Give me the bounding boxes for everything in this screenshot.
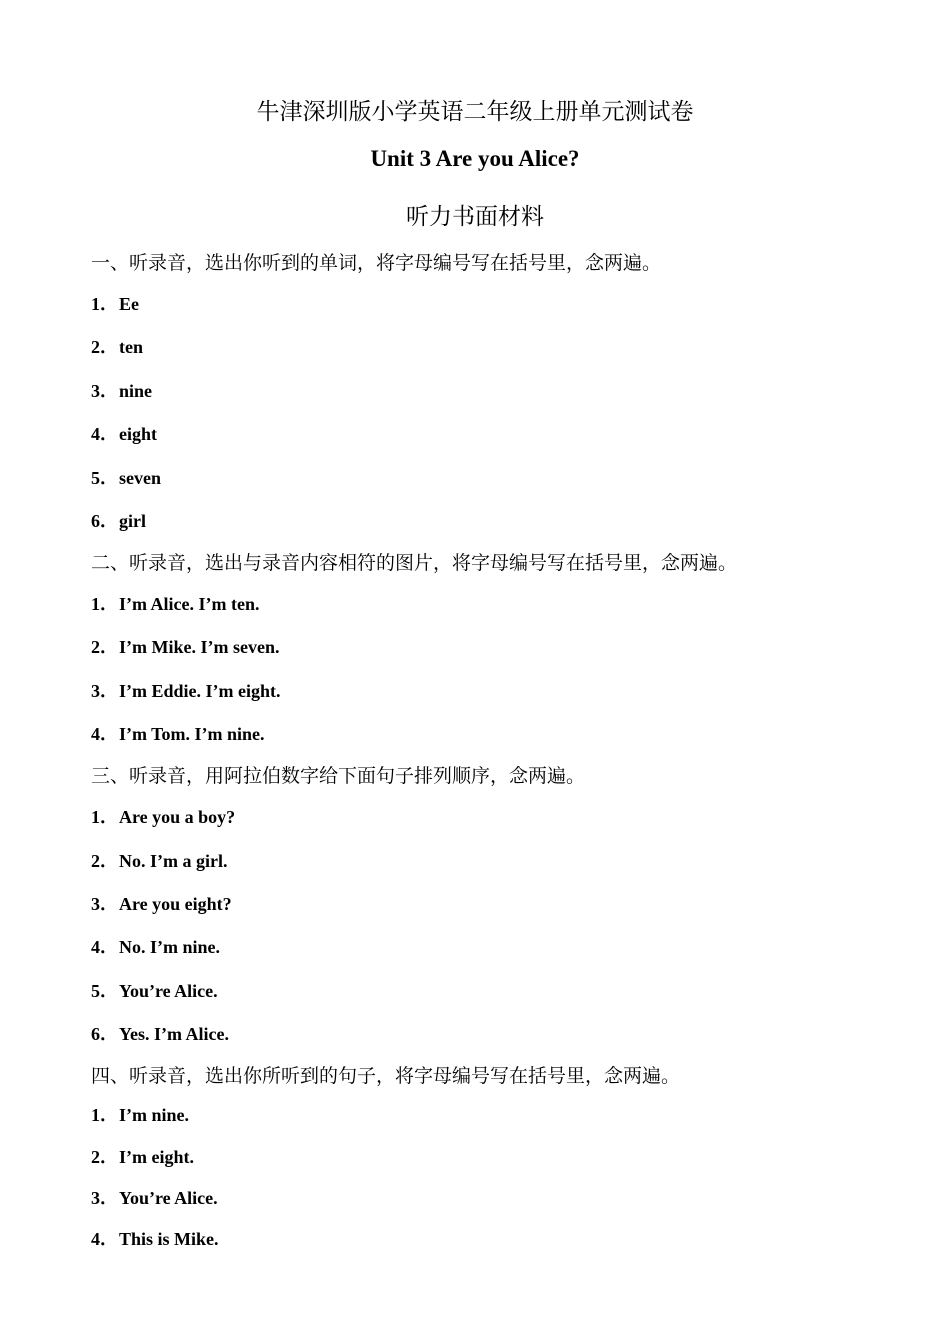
list-item <box>91 720 265 746</box>
section-heading-3: 三、听录音，用阿拉伯数字给下面句子排列顺序，念两遍。 <box>91 766 586 787</box>
unit-title: Unit 3 Are you Alice? <box>370 146 580 171</box>
item-number: 4． <box>91 937 118 957</box>
item-text: Are you eight? <box>119 894 232 914</box>
item-number: 1． <box>91 807 118 827</box>
item-text: girl <box>119 511 146 531</box>
item-number: 1． <box>91 294 118 314</box>
item-number: 1． <box>91 594 118 614</box>
item-number: 2． <box>91 637 118 657</box>
item-text: No. I’m a girl. <box>119 851 228 871</box>
list-item <box>91 1143 194 1169</box>
item-text: Yes. I’m Alice. <box>119 1024 229 1044</box>
list-item <box>91 377 152 403</box>
item-number: 4． <box>91 724 118 744</box>
item-number: 5． <box>91 468 118 488</box>
item-text: I’m eight. <box>119 1147 194 1167</box>
item-text: I’m Eddie. I’m eight. <box>119 681 281 701</box>
list-item <box>91 847 227 873</box>
item-text: ten <box>119 337 143 357</box>
item-text: I’m Alice. I’m ten. <box>119 594 260 614</box>
item-text: nine <box>119 381 153 401</box>
list-item <box>91 1101 189 1127</box>
document-title: 牛津深圳版小学英语二年级上册单元测试卷 <box>256 99 694 124</box>
section-heading-4: 四、听录音，选出你所听到的句子，将字母编号写在括号里，念两遍。 <box>91 1066 681 1087</box>
item-number: 2． <box>91 1147 118 1167</box>
item-number: 2． <box>91 337 118 357</box>
list-item <box>91 933 220 959</box>
list-item <box>91 977 218 1003</box>
item-text: You’re Alice. <box>119 1188 218 1208</box>
item-text: You’re Alice. <box>119 981 218 1001</box>
item-text: seven <box>119 468 161 488</box>
list-item <box>91 803 235 829</box>
item-number: 3． <box>91 681 118 701</box>
item-number: 2． <box>91 851 118 871</box>
item-number: 6． <box>91 511 118 531</box>
item-text: I’m nine. <box>119 1105 190 1125</box>
item-number: 4． <box>91 424 118 444</box>
list-item <box>91 590 259 616</box>
list-item <box>91 290 139 316</box>
list-item <box>91 677 281 703</box>
item-text: eight <box>119 424 157 444</box>
item-text: No. I’m nine. <box>119 937 221 957</box>
item-text: I’m Mike. I’m seven. <box>119 637 280 657</box>
list-item <box>91 420 157 446</box>
section-heading-2: 二、听录音，选出与录音内容相符的图片，将字母编号写在括号里，念两遍。 <box>91 553 738 574</box>
item-number: 3． <box>91 381 118 401</box>
item-number: 3． <box>91 894 118 914</box>
item-number: 1． <box>91 1105 118 1125</box>
list-item <box>91 333 143 359</box>
list-item <box>91 1020 229 1046</box>
item-number: 4． <box>91 1229 118 1249</box>
document-subtitle: 听力书面材料 <box>406 204 544 229</box>
item-number: 3． <box>91 1188 118 1208</box>
item-text: Are you a boy? <box>119 807 236 827</box>
list-item <box>91 464 161 490</box>
list-item <box>91 633 279 659</box>
item-text: This is Mike. <box>119 1229 219 1249</box>
item-text: Ee <box>119 294 139 314</box>
section-heading-1: 一、听录音，选出你听到的单词，将字母编号写在括号里，念两遍。 <box>91 253 662 274</box>
list-item <box>91 1184 218 1210</box>
list-item <box>91 1225 219 1251</box>
list-item <box>91 507 146 533</box>
item-text: I’m Tom. I’m nine. <box>119 724 265 744</box>
item-number: 5． <box>91 981 118 1001</box>
list-item <box>91 890 232 916</box>
item-number: 6． <box>91 1024 118 1044</box>
